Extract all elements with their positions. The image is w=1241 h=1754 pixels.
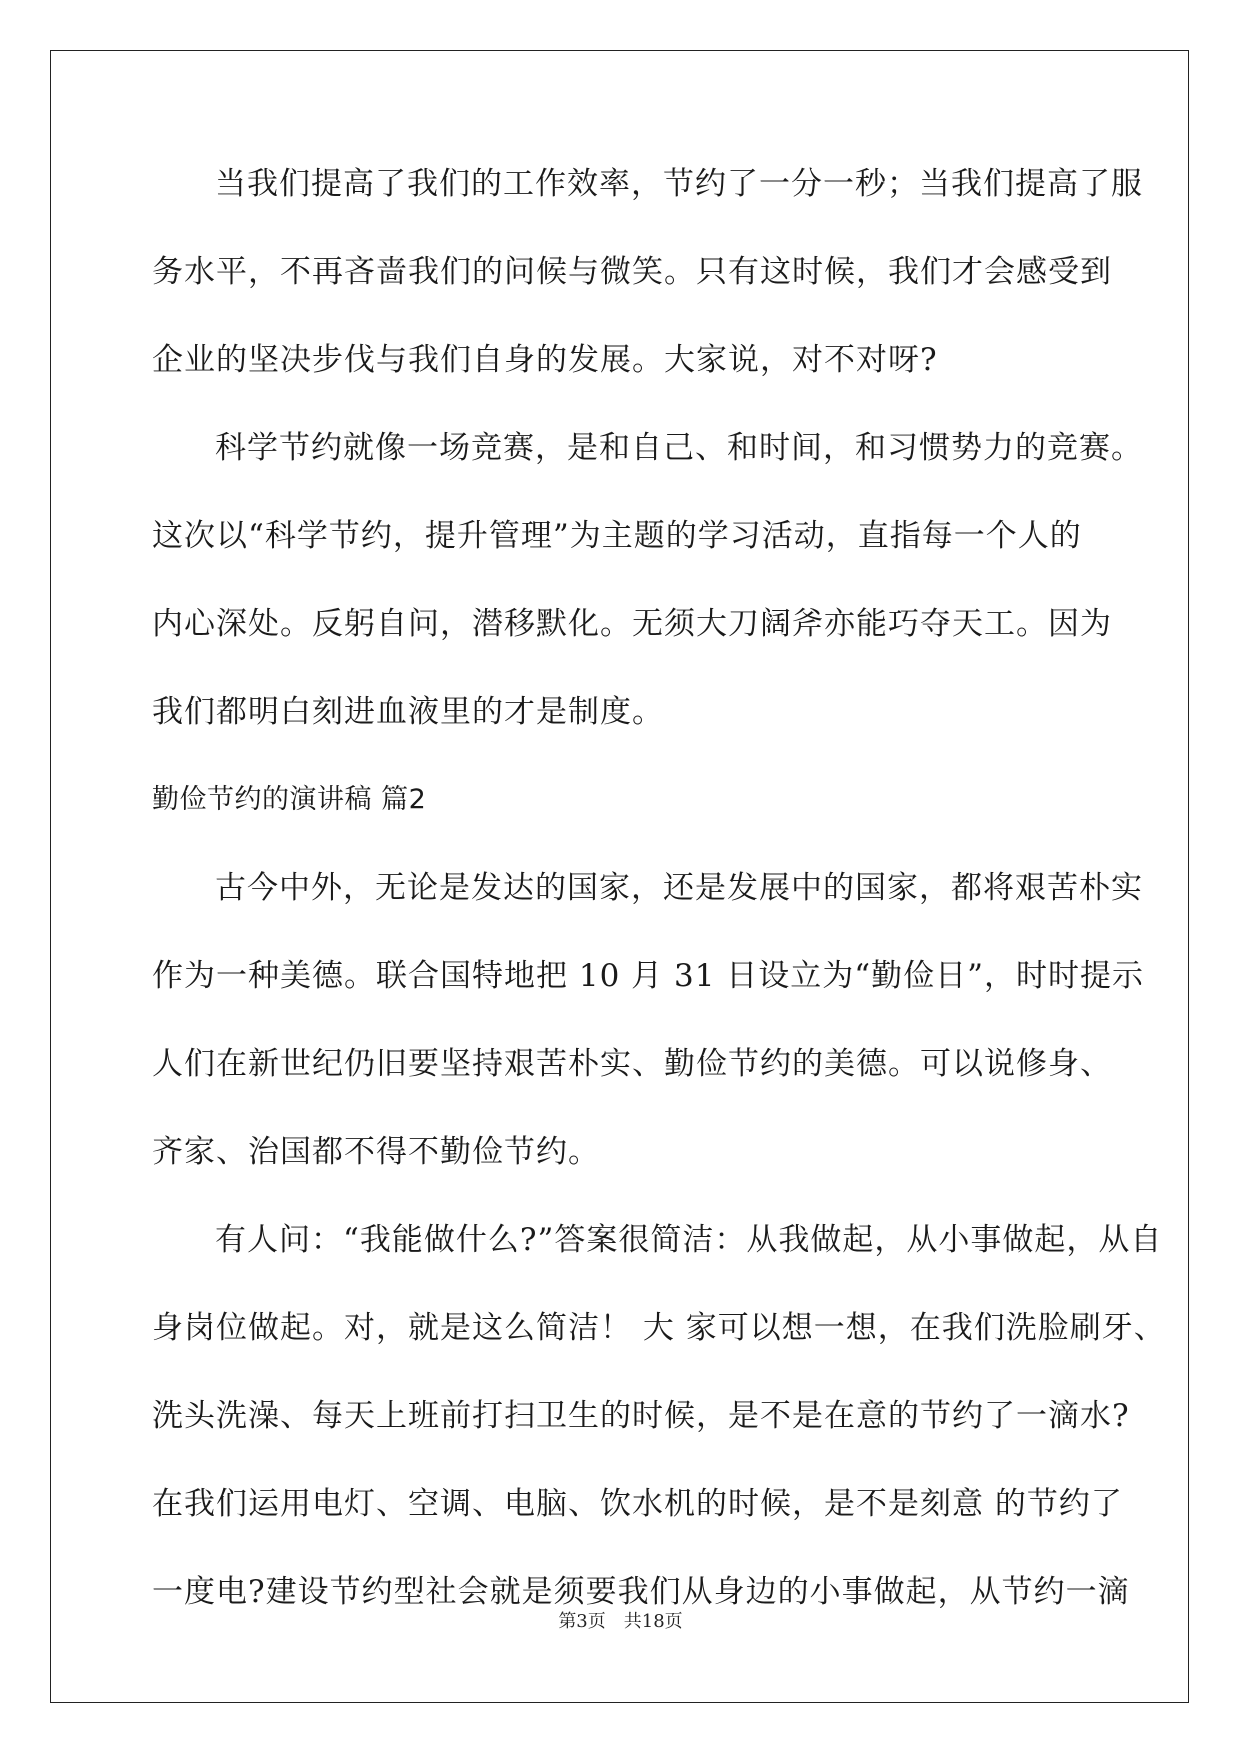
document-body [152,162,1166,1658]
page-number: 第3页 [558,1611,606,1632]
paragraph-line: 有人问：“我能做什么?”答案很简洁：从我做起，从小事做起，从自 [215,1222,1163,1258]
paragraph-line: 企业的坚决步伐与我们自身的发展。大家说，对不对呀? [152,342,938,378]
page-total: 共18页 [623,1611,683,1632]
paragraph-line: 古今中外，无论是发达的国家，还是发展中的国家，都将艰苦朴实 [215,870,1143,906]
paragraph-line: 齐家、治国都不得不勤俭节约。 [152,1134,600,1170]
paragraph-line: 这次以“科学节约，提升管理”为主题的学习活动，直指每一个人的 [152,518,1082,554]
paragraph-line: 人们在新世纪仍旧要坚持艰苦朴实、勤俭节约的美德。可以说修身、 [152,1046,1112,1082]
paragraph-line: 洗头洗澡、每天上班前打扫卫生的时候，是不是在意的节约了一滴水? [152,1398,1130,1434]
paragraph-line: 我们都明白刻进血液里的才是制度。 [152,694,664,730]
paragraph-line: 务水平，不再吝啬我们的问候与微笑。只有这时候，我们才会感受到 [152,254,1112,290]
page-footer [0,1607,1241,1633]
paragraph-line: 在我们运用电灯、空调、电脑、饮水机的时候，是不是刻意 的节约了 [152,1486,1123,1522]
paragraph-line: 一度电?建设节约型社会就是须要我们从身边的小事做起，从节约一滴 [152,1574,1130,1610]
paragraph-line: 作为一种美德。联合国特地把 10 月 31 日设立为“勤俭日”，时时提示 [152,958,1145,994]
paragraph-line: 身岗位做起。对，就是这么简洁！ 大 家可以想一想，在我们洗脸刷牙、 [152,1310,1166,1346]
paragraph-line: 当我们提高了我们的工作效率，节约了一分一秒；当我们提高了服 [215,166,1143,202]
section-heading: 勤俭节约的演讲稿 篇2 [152,784,427,815]
paragraph-line: 科学节约就像一场竞赛，是和自己、和时间，和习惯势力的竞赛。 [215,430,1143,466]
paragraph-line: 内心深处。反躬自问，潜移默化。无须大刀阔斧亦能巧夺天工。因为 [152,606,1112,642]
